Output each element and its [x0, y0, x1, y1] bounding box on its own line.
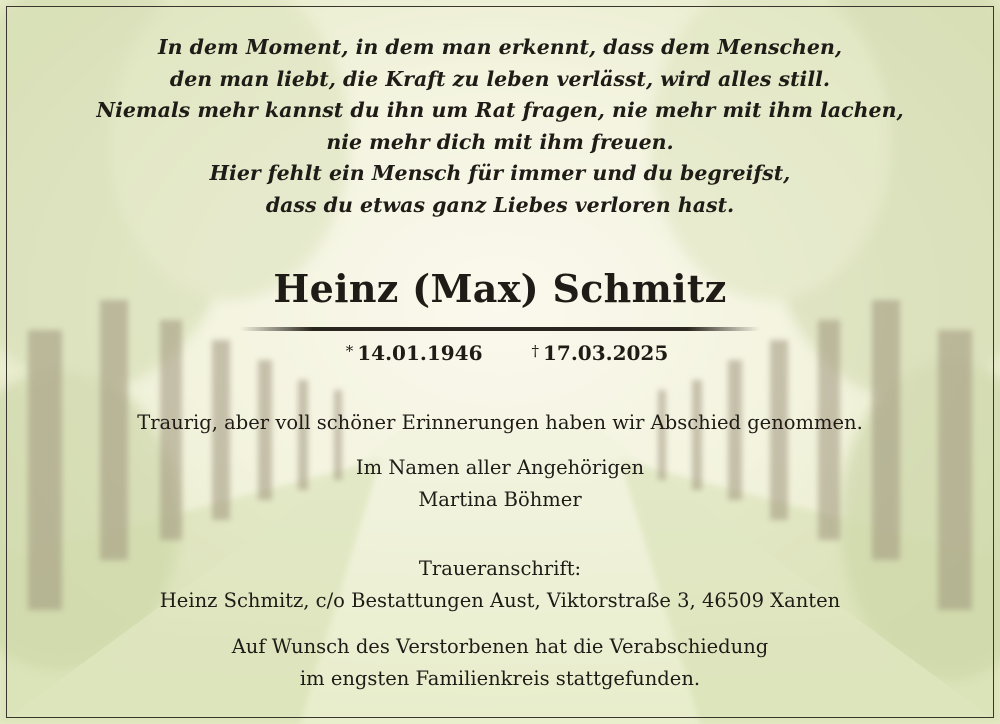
farewell-message — [0, 407, 1000, 439]
signature-line: Im Namen aller Angehörigen — [355, 456, 645, 479]
poem-line: dass du etwas ganz Liebes verloren hast. — [265, 192, 735, 217]
address-text: Heinz Schmitz, c/o Bestattungen Aust, Viktorstraße 3, 46509 Xanten — [159, 588, 841, 612]
poem-line: Hier fehlt ein Mensch für immer und du begreifst, — [209, 161, 791, 185]
deceased-name: Heinz (Max) Schmitz — [273, 266, 727, 311]
birth-date: 14.01.1946 — [357, 341, 483, 365]
poem-line: nie mehr dich mit ihm freuen. — [326, 129, 674, 154]
poem-line: den man liebt, die Kraft zu leben verlässt, wird alles still. — [169, 66, 831, 91]
name-underline — [240, 327, 760, 331]
closing-note — [0, 631, 1000, 694]
farewell-text: Traurig, aber voll schöner Erinnerungen haben wir Abschied genommen. — [137, 411, 863, 434]
death-cross-icon: † — [531, 342, 539, 360]
poem-line: In dem Moment, in dem man erkennt, dass dem Menschen, — [158, 35, 842, 59]
mourning-address — [0, 553, 1000, 616]
death-date-group — [517, 341, 668, 365]
birth-date-group — [332, 341, 483, 365]
signature-block — [0, 452, 1000, 515]
closing-line: im engsten Familienkreis stattgefunden. — [299, 666, 701, 690]
poem-line: Niemals mehr kannst du ihn um Rat fragen, nie mehr mit ihm lachen, — [96, 98, 904, 122]
closing-line: Auf Wunsch des Verstorbenen hat die Verabschiedung — [231, 635, 769, 658]
signature-name: Martina Böhmer — [418, 487, 582, 511]
memorial-poem — [0, 32, 1000, 221]
address-heading: Traueranschrift: — [418, 557, 582, 580]
death-date: 17.03.2025 — [542, 341, 669, 365]
life-dates — [0, 341, 1000, 365]
birth-star-icon: * — [345, 342, 354, 360]
